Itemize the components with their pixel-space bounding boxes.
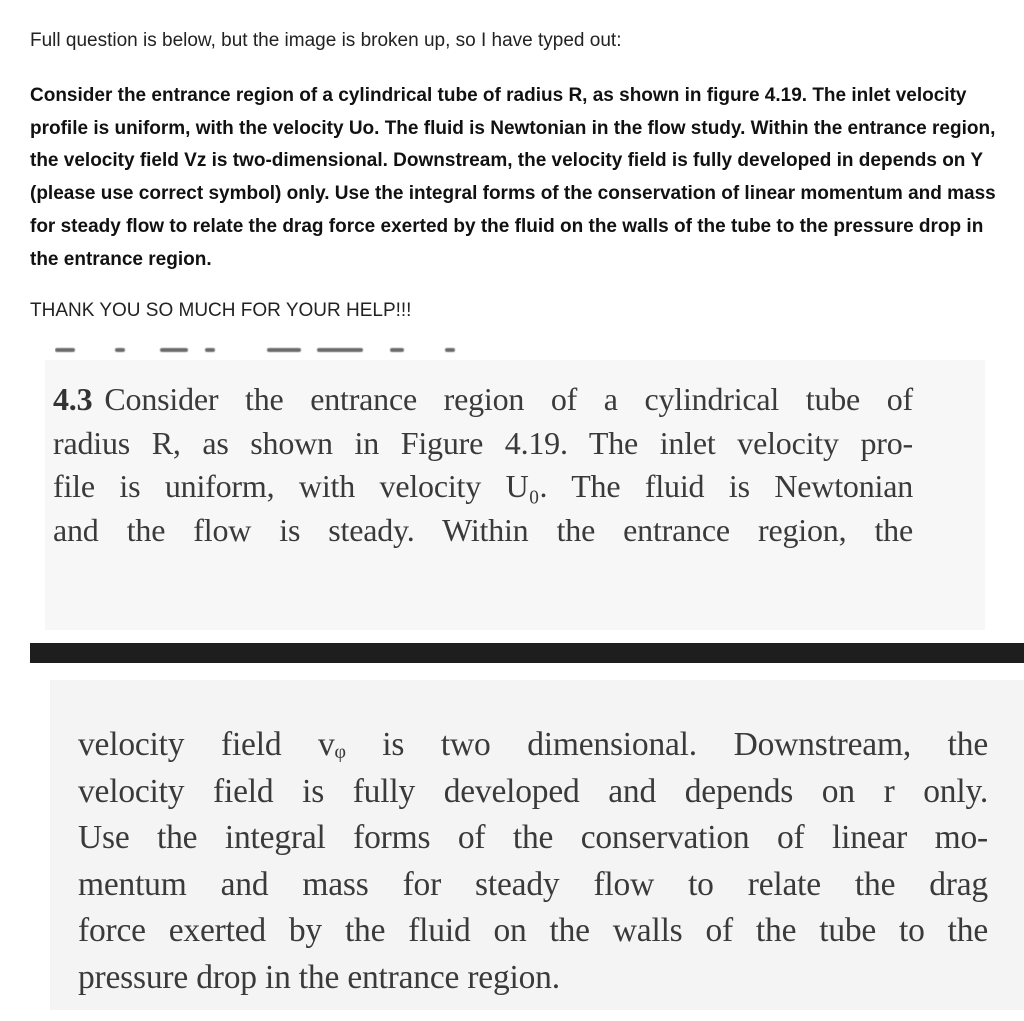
scanned-text-part-1 [53, 378, 913, 552]
scanned-image-part-1 [45, 360, 985, 630]
scan-line: Use the integral forms of the conservation of linear mo- [78, 819, 988, 856]
typed-question: Consider the entrance region of a cylindrical tube of radius R, as shown in figure 4.19. The inlet velocity profile is uniform, with the velocity Uo. The fluid is Newtonian in the flow study. Within the entrance region, the velocity field Vz is two-dimensional. Downstream, the velocity field is fully developed in depends on Y (please use correct symbol) only. Use the integral forms of the conservation of linear momentum and mass for steady flow to relate the drag force exerted by the fluid on the walls of the tube to the pressure drop in the entrance region. [30, 85, 996, 270]
scan-line: Consider the entrance region of a cylindrical tube of [104, 381, 913, 417]
scanned-text-part-2 [78, 722, 988, 1001]
scan-line: file is uniform, with velocity U₀. The fluid is Newtonian [53, 468, 913, 504]
scan-line: velocity field vᵩ is two dimensional. Downstream, the [78, 726, 988, 763]
scan-line: radius R, as shown in Figure 4.19. The inlet velocity pro- [53, 424, 913, 461]
scan-cropped-fragment [55, 346, 475, 356]
image-divider-bar [30, 643, 1024, 663]
thanks-text: THANK YOU SO MUCH FOR YOUR HELP!!! [30, 300, 412, 321]
intro-text: Full question is below, but the image is broken up, so I have typed out: [30, 30, 622, 51]
problem-number: 4.3 [53, 381, 93, 417]
scan-line: velocity field is fully developed and depends on r only. [78, 772, 988, 810]
scan-line: mentum and mass for steady flow to relate the drag [78, 865, 988, 903]
scan-line: force exerted by the fluid on the walls of the tube to the [78, 912, 988, 949]
scan-line: pressure drop in the entrance region. [78, 958, 560, 996]
scan-line: and the flow is steady. Within the entrance region, the [53, 511, 913, 548]
scanned-image-part-2 [50, 680, 1024, 1010]
